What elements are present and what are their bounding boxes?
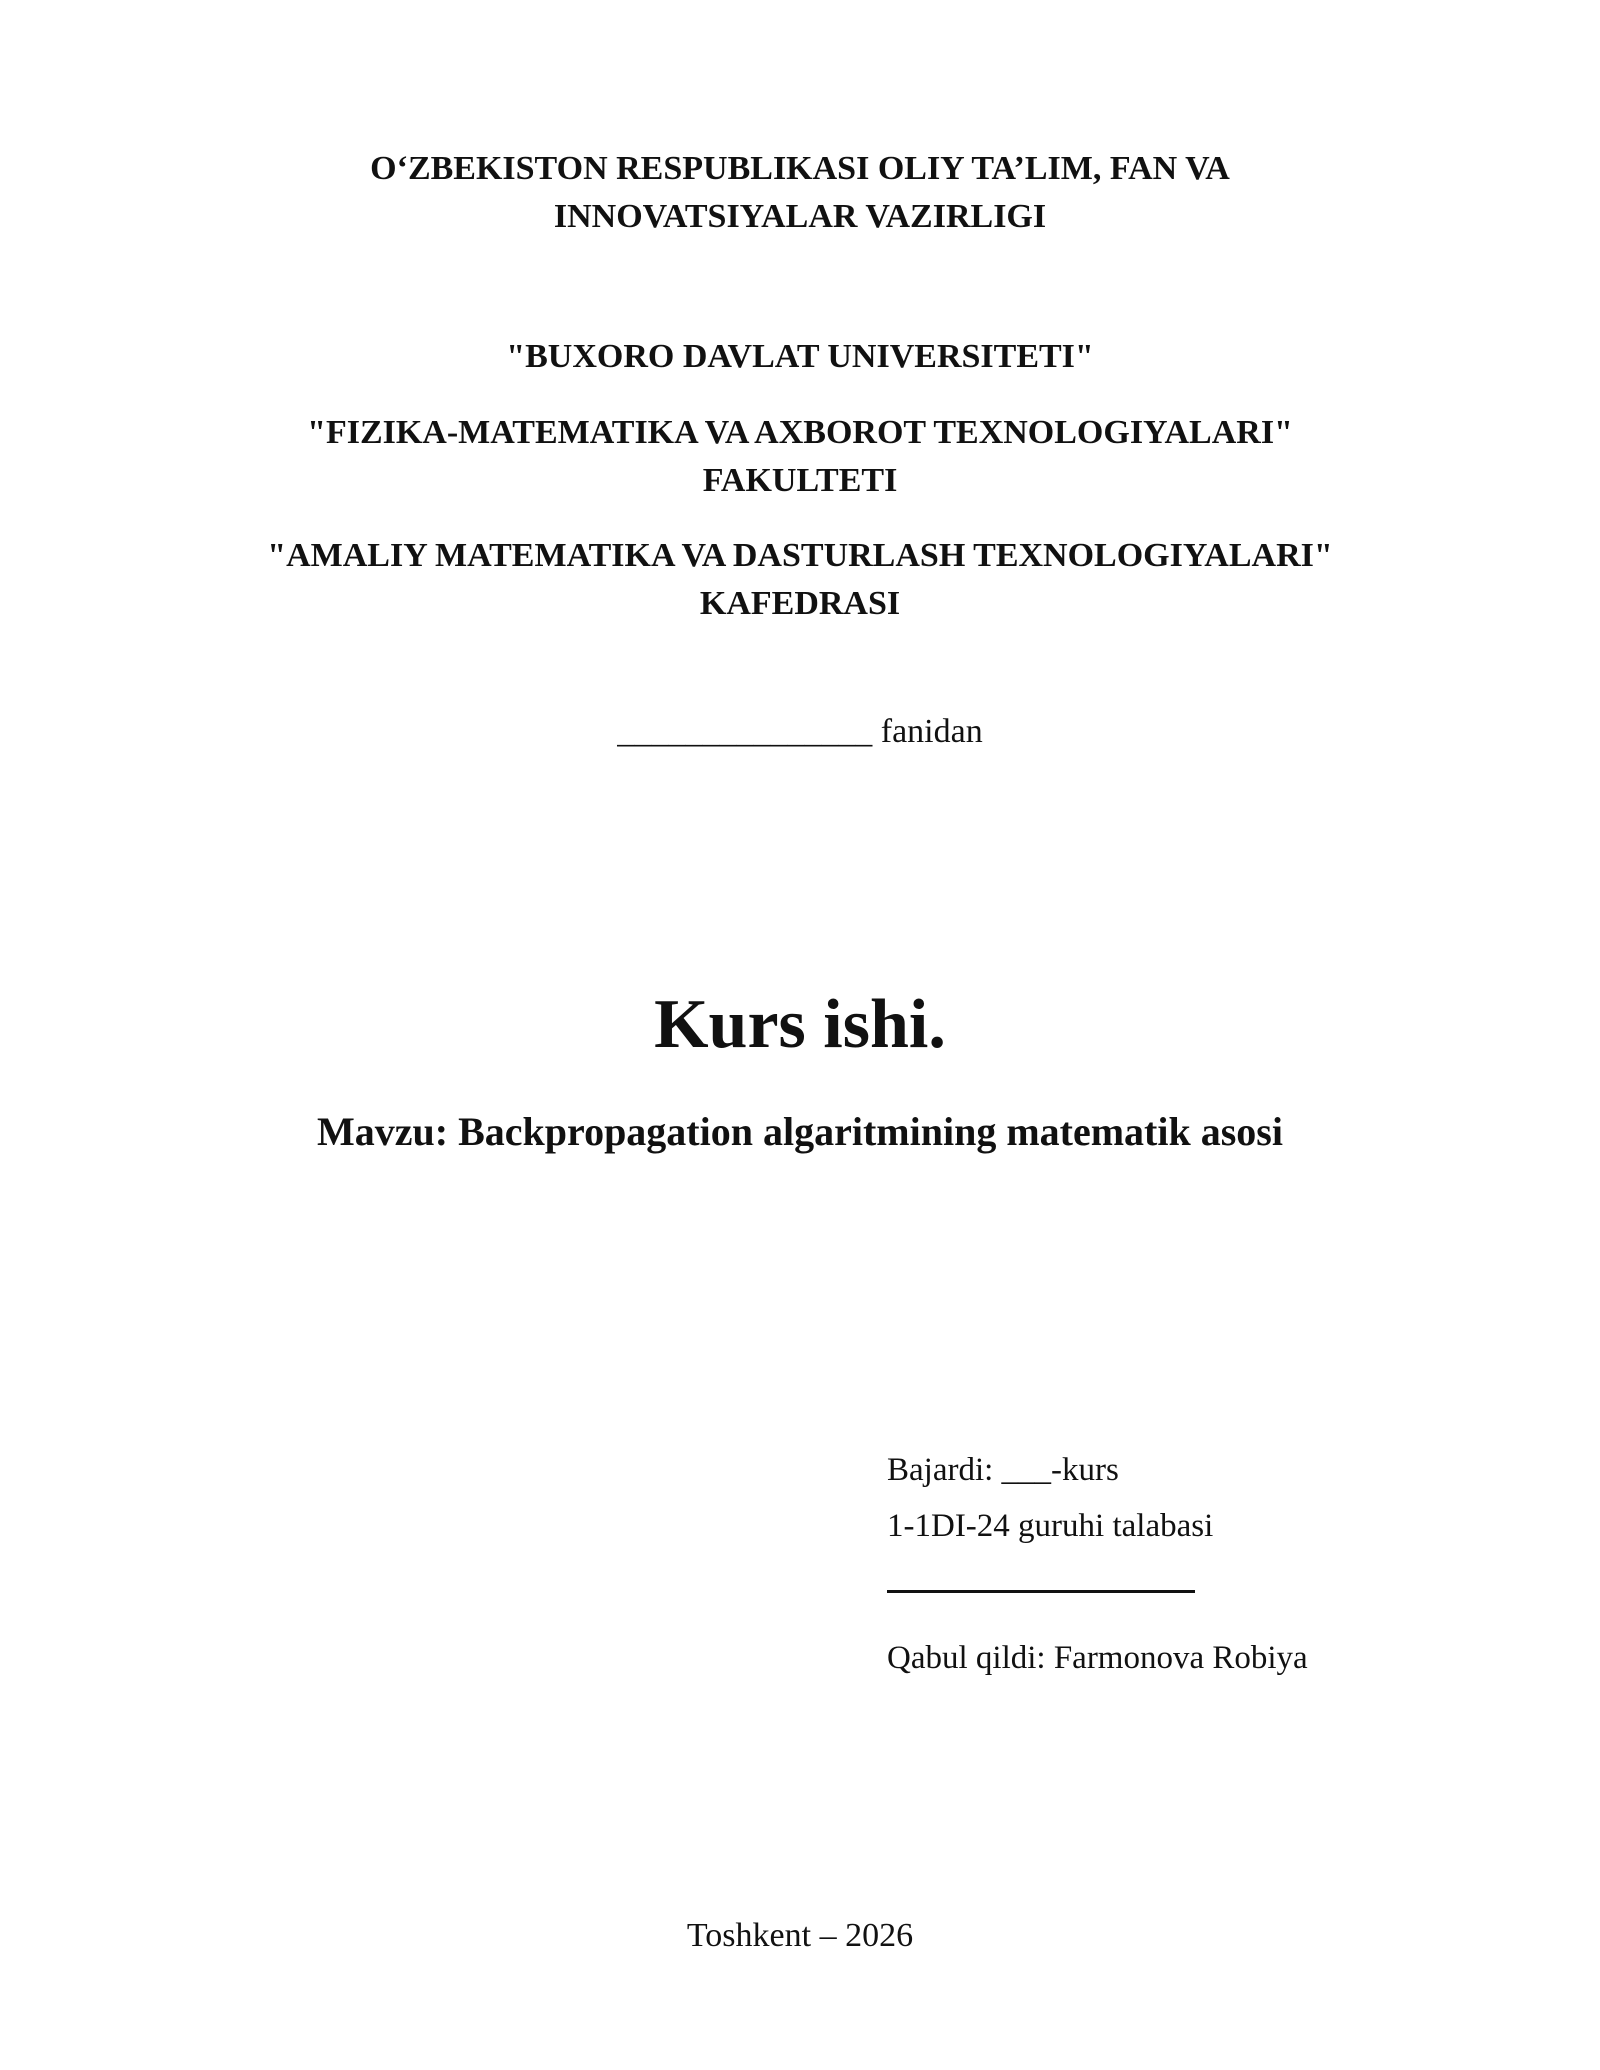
city-year: Toshkent – 2026 (686, 1917, 914, 1954)
ministry-line-2: INNOVATSIYALAR VAZIRLIGI (553, 198, 1047, 235)
department-line-2: KAFEDRASI (699, 585, 901, 622)
signature-rule (887, 1590, 1195, 1593)
accepted-by-line: Qabul qildi: Farmonova Robiya (887, 1640, 1308, 1676)
faculty-line-1: "FIZIKA-MATEMATIKA VA AXBOROT TEXNOLOGIYALARI" (307, 414, 1293, 451)
department-line-1: "AMALIY MATEMATIKA VA DASTURLASH TEXNOLOGIYALARI" (267, 537, 1333, 574)
ministry-line-1: O‘ZBEKISTON RESPUBLIKASI OLIY TA’LIM, FAN VA (370, 150, 1230, 187)
subject-line: _______________ fanidan (617, 713, 983, 750)
group-line: 1-1DI-24 guruhi talabasi (887, 1508, 1214, 1544)
done-by-line: Bajardi: ___-kurs (887, 1452, 1119, 1488)
faculty-line-2: FAKULTETI (702, 462, 898, 499)
document-title: Kurs ishi. (654, 986, 946, 1063)
topic-line: Mavzu: Backpropagation algaritmining matematik asosi (317, 1109, 1283, 1154)
university-name: "BUXORO DAVLAT UNIVERSITETI" (506, 338, 1094, 375)
